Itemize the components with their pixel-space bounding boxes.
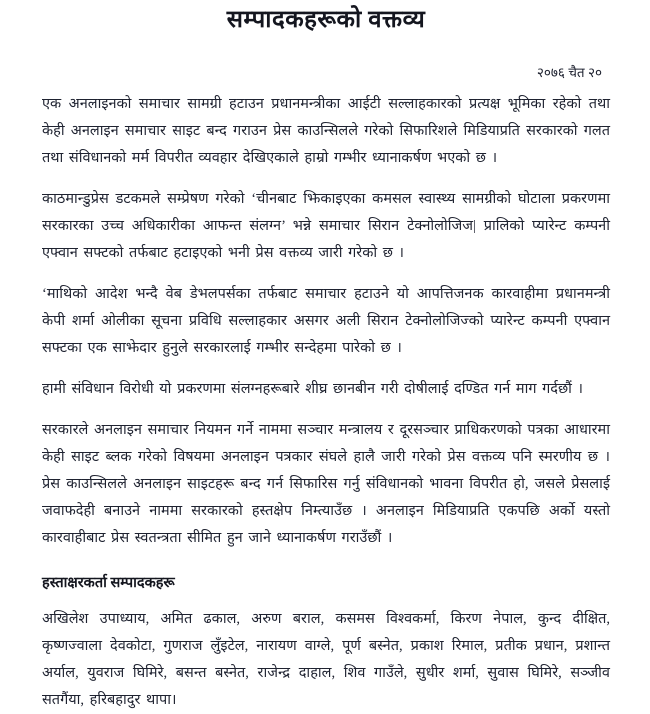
paragraph-3: ‘माथिको आदेश भन्दै वेब डेभलपर्सका तर्फबाट समाचार हटाउने यो आपत्तिजनक कारवाहीमा प्रधानमन्त्री केपी शर्मा ओलीका सूचना प्रविधि सल्लाहकार असगर अली सिरान टेक्नोलोजिज्को प्यारेन्ट कम्पनी एफ्वान सफ्टका एक साझेदार हुनुले सरकारलाई गम्भीर सन्देहमा पारेको छ । [42, 286, 610, 356]
document-date: २०७६ चैत २० [536, 65, 602, 80]
paragraph-2: काठमान्डुप्रेस डटकमले सम्प्रेषण गरेको ‘चीनबाट झिकाइएका कमसल स्वास्थ्य सामग्रीको घोटाला प्रकरणमा सरकारका उच्च अधिकारीका आफन्त संलग्न’ भन्ने समाचार सिरान टेक्नोलोजिज| प्रालिको प्यारेन्ट कम्पनी एफ्वान सफ्टको तर्फबाट हटाइएको भनी प्रेस वक्तव्य जारी गरेको छ । [42, 191, 610, 261]
paragraph-4: हामी संविधान विरोधी यो प्रकरणमा संलग्नहरूबारे शीघ्र छानबीन गरी दोषीलाई दण्डित गर्न माग गर्दछौं । [42, 381, 584, 397]
signatories-list: अखिलेश उपाध्याय, अमित ढकाल, अरुण बराल, कसमस विश्वकर्मा, किरण नेपाल, कुन्द दीक्षित, कृष्णज्वाला देवकोटा, गुणराज लुँइटेल, नारायण वाग्ले, पूर्ण बस्नेत, प्रकाश रिमाल, प्रतीक प्रधान, प्रशान्त अर्याल, युवराज घिमिरे, बसन्त बस्नेत, राजेन्द्र दाहाल, शिव गाउँले, सुधीर शर्मा, सुवास घिमिरे, सञ्जीव सतगैंया, हरिबहादुर थापा। [42, 611, 610, 708]
signatories-heading: हस्ताक्षरकर्ता सम्पादकहरू [42, 575, 175, 591]
paragraph-5: सरकारले अनलाइन समाचार नियमन गर्ने नाममा सञ्चार मन्त्रालय र दूरसञ्चार प्राधिकरणको पत्रका आधारमा केही साइट ब्लक गरेको विषयमा अनलाइन पत्रकार संघले हालै जारी गरेको प्रेस वक्तव्य पनि स्मरणीय छ । प्रेस काउन्सिलले अनलाइन साइटहरू बन्द गर्न सिफारिस गर्नु संविधानको भावना विपरीत हो, जसले प्रेसलाई जवाफदेही बनाउने नाममा सरकारको हस्तक्षेप निम्त्याउँछ । अनलाइन मिडियाप्रति एकपछि अर्को यस्तो कारवाहीबाट प्रेस स्वतन्त्रता सीमित हुन जाने ध्यानाकर्षण गराउँछौं । [42, 422, 610, 546]
document-title: सम्पादकहरूको वक्तव्य [226, 7, 426, 33]
paragraph-1: एक अनलाइनको समाचार सामग्री हटाउन प्रधानमन्त्रीका आईटी सल्लाहकारको प्रत्यक्ष भूमिका रहेको तथा केही अनलाइन समाचार साइट बन्द गराउन प्रेस काउन्सिलले गरेको सिफारिशले मिडियाप्रति सरकारको गलत तथा संविधानको मर्म विपरीत व्यवहार देखिएकाले हाम्रो गम्भीर ध्यानाकर्षण भएको छ । [42, 96, 610, 166]
